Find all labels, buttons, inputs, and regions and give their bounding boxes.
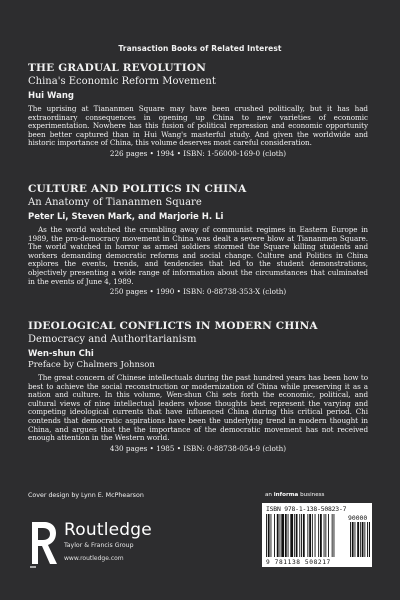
publisher-name: Routledge [64, 520, 152, 540]
book-blurb: As the world watched the crumbling away of communist regimes in Eastern Europe in 1989, the pro-democracy movement in China was dealt a severe blow at Tiananmen Square. The world watched in horror as armed soldiers stormed the Square killing students and workers demanding democratic reforms and social change. Culture and Politics in China explores the events, trends, and tendencies that led to the student demonstrations, objectively presenting a wide range of information about the circumstances that culminated in the events of June 4, 1989. [28, 225, 368, 286]
book-preface: Preface by Chalmers Johnson [28, 360, 155, 370]
publisher-tagline: Taylor & Francis Group [64, 542, 134, 549]
book-entry [28, 320, 368, 453]
isbn-line: ISBN 978-1-138-50823-7 [266, 505, 347, 513]
informa-tagline [265, 492, 324, 498]
series-heading: Transaction Books of Related Interest [118, 44, 282, 53]
book-author: Wen-shun Chi [28, 349, 94, 359]
book-entry [28, 62, 368, 158]
barcode-bars-icon [266, 514, 370, 558]
book-subtitle: An Anatomy of Tiananmen Square [28, 197, 202, 208]
book-meta: 226 pages • 1994 • ISBN: 1-56000-169-0 (cloth) [109, 148, 287, 158]
barcode-number: 9 781138 508217 [266, 559, 331, 566]
book-blurb: The great concern of Chinese intellectuals during the past hundred years has been how to best to achieve the social reconstruction or modernization of China while preserving it as a nation and culture. In this volume, Wen-shun Chi sets forth the economic, political, and cultural views of nine intellectual leaders whose thoughts best represent the varying and competing ideological currents that have influenced China during this critical period. Chi contends that democratic aspirations have been the underlying trend in modern thought in China, and argues that the the importance of the democratic movement has not received enough attention in the Western world. [28, 373, 368, 443]
publisher-url: www.routledge.com [64, 555, 124, 562]
book-author: Hui Wang [28, 91, 74, 101]
informa-prefix: an [265, 492, 274, 498]
informa-brand: informa [273, 492, 299, 498]
informa-suffix: business [298, 492, 325, 498]
book-blurb: The uprising at Tiananmen Square may have been crushed politically, but it has had extraordinary consequences in opening up China to new varieties of economic experimentation. Nowhere has this fusion of political repression and economic opportunity been better captured than in Hui Wang's masterful study. And given the worldwide and historic importance of China, this volume deserves most careful consideration. [28, 104, 368, 148]
book-title: CULTURE AND POLITICS IN CHINA [28, 183, 247, 195]
book-subtitle: China's Economic Reform Movement [28, 76, 216, 87]
book-title: IDEOLOGICAL CONFLICTS IN MODERN CHINA [28, 320, 318, 332]
book-title: THE GRADUAL REVOLUTION [28, 62, 207, 74]
publisher-logo [28, 518, 198, 570]
book-entry [28, 183, 368, 296]
book-subtitle: Democracy and Authoritarianism [28, 334, 197, 345]
book-meta: 430 pages • 1985 • ISBN: 0-88738-054-9 (cloth) [109, 443, 287, 453]
isbn-barcode [262, 503, 372, 567]
book-meta: 250 pages • 1990 • ISBN: 0-88738-353-X (cloth) [109, 287, 287, 297]
cover-design-credit: Cover design by Lynn E. McPhearson [28, 492, 144, 499]
book-author: Peter Li, Steven Mark, and Marjorie H. Li [28, 212, 224, 222]
price-code: 90000 [348, 514, 368, 522]
routledge-r-icon [28, 518, 58, 568]
